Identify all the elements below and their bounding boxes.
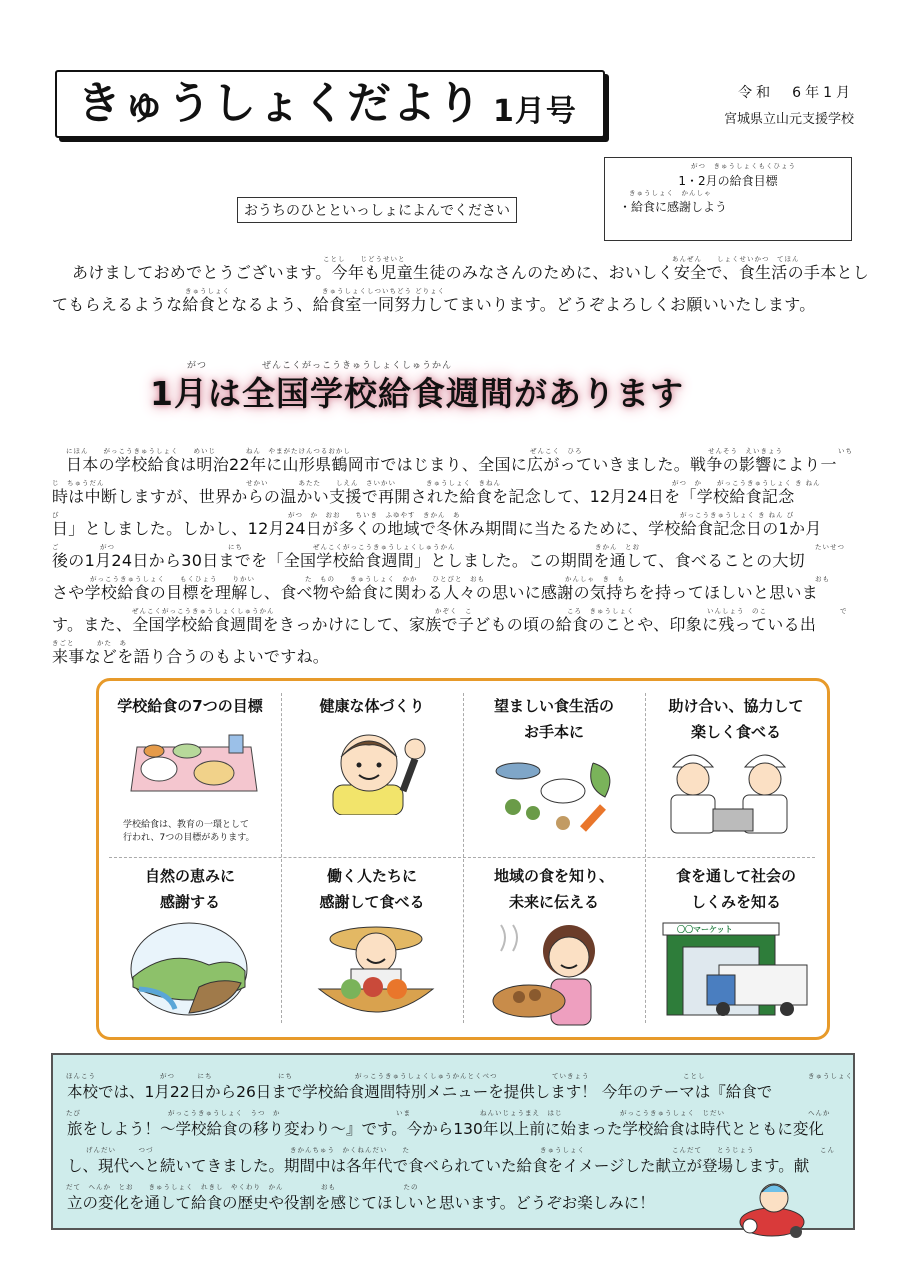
supermarket-truck-icon	[661, 917, 811, 1025]
lunch-week-line: 時は中断しますが、世界からの温かい支援で再開された給食を記念して、12月24日を「学校給食記念	[52, 487, 795, 506]
healthy-boy-icon	[311, 725, 441, 815]
girl-local-food-icon	[489, 917, 619, 1027]
monthly-goal-item: ・給食に感謝しよう	[619, 200, 728, 214]
issue-date: 令和 6年1月	[738, 85, 854, 101]
goals-note: 学校給食は、教育の一環として 行われ、7つの目標があります。	[123, 820, 255, 843]
cooks-helping-icon	[663, 745, 813, 835]
issue-label: 1月号	[493, 94, 577, 129]
greeting-line-2: てもらえるような給食となるよう、給食室一同努力してまいります。どうぞよろしくお願いいたします。	[52, 295, 816, 314]
healthy-foods-icon	[493, 757, 623, 837]
school-lunch-tray-icon	[129, 733, 259, 795]
market-sign: 〇〇マーケット	[677, 925, 733, 934]
school-lunch-week-heading: 1月は全国学校給食週間があります	[150, 374, 684, 413]
goal-cell-title: 助け合い、協力して 楽しく食べる	[668, 697, 804, 741]
greeting-line-1: あけましておめでとうございます。今年も児童生徒のみなさんのために、おいしく安全で、食生活の手本とし	[72, 263, 870, 282]
school-name: 宮城県立山元支援学校	[723, 112, 854, 127]
farmer-vegetables-icon	[311, 917, 441, 1027]
monthly-goal-box: がつ きゅうしょくもくひょう 1・2月の給食目標 きゅうしょく かんしゃ ・給食に感謝しよう	[604, 157, 852, 241]
special-menu-line: 旅をしよう！～学校給食の移り変わり～』です。今から130年以上前に始まった学校給食は時代とともに変化	[67, 1120, 824, 1138]
nature-landscape-icon	[129, 917, 249, 1017]
goal-cell-title: 健康な体づくり	[319, 697, 425, 715]
lunch-week-line: 日」としました。しかし、12月24日が多くの地域で冬休み期間に当たるために、学校給食記念日の1か月	[52, 519, 822, 538]
goal-cell-title: 働く人たちに 感謝して食べる	[319, 867, 425, 911]
seven-goals-panel	[96, 678, 830, 1040]
newsletter-title: きゅうしょくだより	[77, 78, 482, 129]
special-menu-line: し、現代へと続いてきました。期間中は各年代で食べられていた給食をイメージした献立が登場します。献	[67, 1157, 810, 1175]
lunch-week-line: 後の1月24日から30日までを「全国学校給食週間」としました。この期間を通して、食べることの大切	[52, 551, 805, 570]
special-menu-line: 立の変化を通して給食の歴史や役割を感じてほしいと思います。どうぞお楽しみに！	[67, 1194, 655, 1212]
goal-cell-title: 自然の恵みに 感謝する	[144, 867, 235, 911]
newsletter-title-box	[55, 70, 605, 138]
goal-cell-title: 食を通して社会の しくみを知る	[675, 867, 796, 911]
read-together-notice: おうちのひとといっしょによんでください	[237, 197, 517, 223]
goal-cell-title: 学校給食の7つの目標	[117, 697, 263, 715]
goal-cell-title: 地域の食を知り、 未来に伝える	[493, 867, 614, 911]
monthly-goal-title: 1・2月の給食目標	[678, 174, 778, 188]
lunch-week-line: す。また、全国学校給食週間をきっかけにして、家族で子どもの頃の給食のことや、印象に残っている出	[52, 615, 817, 634]
lunch-week-line: 来事などを語り合うのもよいですね。	[52, 647, 330, 666]
lunch-week-line: 日本の学校給食は明治22年に山形県鶴岡市ではじまり、全国に広がっていきました。戦争の影響により一	[66, 455, 837, 474]
goal-cell-title: 望ましい食生活の お手本に	[493, 697, 614, 741]
special-menu-line: 本校では、1月22日から26日まで学校給食週間特別メニューを提供します！ 今年のテーマは『給食で	[67, 1083, 773, 1101]
lunch-week-line: さや学校給食の目標を理解し、食べ物や給食に関わる人々の思いに感謝の気持ちを持ってほしいと思いま	[52, 583, 819, 602]
airplane-mascot-icon	[736, 1176, 810, 1244]
